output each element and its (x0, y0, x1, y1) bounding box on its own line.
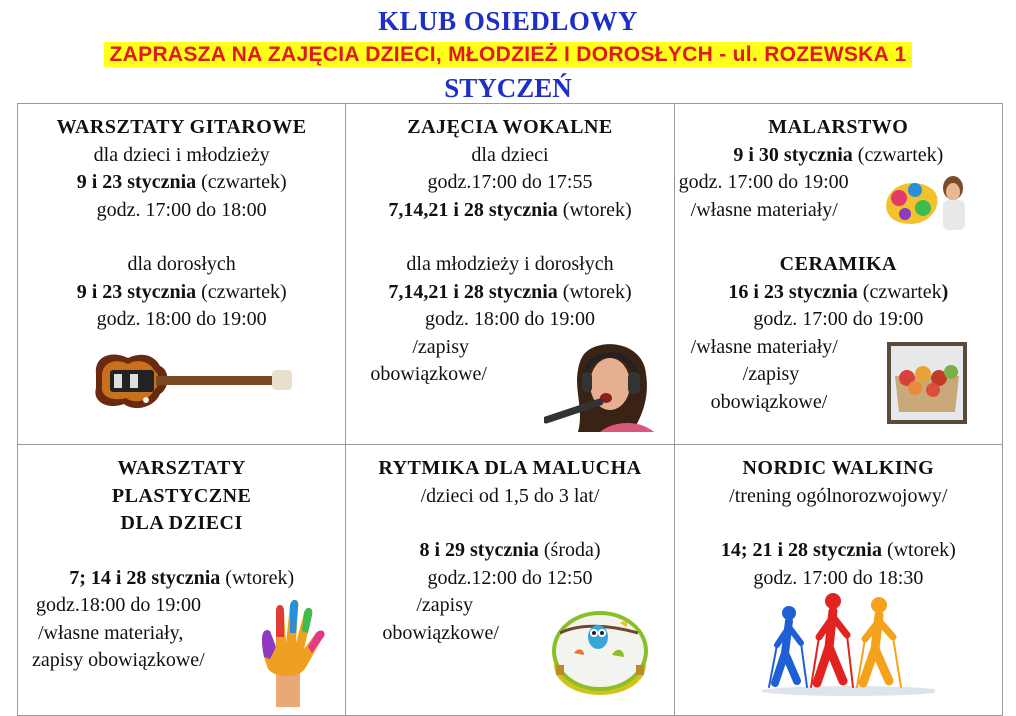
ceramics-line: godz. 17:00 do 19:00 (753, 308, 924, 330)
nordic-line: godz. 17:00 do 18:30 (753, 566, 924, 589)
rhythm-line: obowiązkowe/ (382, 621, 499, 644)
cell-rhythm (346, 445, 674, 716)
tambourine-icon (550, 603, 650, 703)
guitar-line: 9 i 23 stycznia (czwartek) (76, 280, 287, 303)
vocal-line: /zapisy (412, 335, 469, 358)
invitation-banner (0, 43, 1016, 67)
rhythm-line: godz.12:00 do 12:50 (427, 566, 593, 589)
cell-art (18, 445, 346, 716)
art-title: PLASTYCZNE (111, 484, 252, 507)
nordic-line: 14; 21 i 28 stycznia (wtorek) (720, 539, 956, 561)
vocal-line: godz.17:00 do 17:55 (427, 171, 593, 193)
schedule-table (17, 103, 1003, 716)
ceramics-icon (887, 342, 967, 424)
painter-icon (883, 170, 973, 234)
guitar-title: WARSZTATY GITAROWE (56, 116, 307, 138)
art-line: /własne materiały, (38, 621, 184, 644)
painting-line: 9 i 30 stycznia (czwartek) (733, 143, 944, 166)
guitar-line: godz. 17:00 do 18:00 (96, 198, 267, 221)
cell-vocal (346, 104, 674, 445)
painting-line: /własne materiały/ (690, 198, 838, 221)
rhythm-title: RYTMIKA DLA MALUCHA (378, 457, 642, 479)
guitar-line: dla dzieci i młodzieży (93, 143, 270, 166)
nordic-walkers-icon (755, 591, 935, 699)
ceramics-title: CERAMIKA (779, 253, 897, 275)
club-title: KLUB OSIEDLOWY (378, 6, 638, 36)
rhythm-line: 8 i 29 stycznia (środa) (419, 539, 601, 561)
vocal-title: ZAJĘCIA WOKALNE (407, 116, 613, 138)
guitar-line: 9 i 23 stycznia (czwartek) (76, 171, 287, 193)
invitation-text: ZAPRASZA NA ZAJĘCIA DZIECI, MŁODZIEŻ I DOROSŁYCH - ul. ROZEWSKA 1 (104, 42, 913, 67)
nordic-title: NORDIC WALKING (742, 457, 935, 479)
vocal-line: dla młodzieży i dorosłych (406, 253, 614, 275)
art-title: DLA DZIECI (120, 512, 243, 534)
guitar-line: godz. 18:00 do 19:00 (96, 308, 267, 330)
painting-line: godz. 17:00 do 19:00 (678, 171, 849, 193)
vocal-line: 7,14,21 i 28 stycznia (wtorek) (388, 280, 632, 303)
vocal-line: godz. 18:00 do 19:00 (424, 308, 595, 330)
ceramics-line: 16 i 23 stycznia (czwartek) (728, 280, 949, 303)
painted-hand-icon (246, 597, 328, 707)
art-line: godz.18:00 do 19:00 (36, 594, 201, 616)
month-title: STYCZEŃ (444, 73, 572, 103)
singer-icon (544, 340, 662, 432)
nordic-line: /trening ogólnorozwojowy/ (729, 484, 948, 507)
vocal-line: obowiązkowe/ (370, 363, 487, 385)
cell-nordic (674, 445, 1002, 716)
art-line: zapisy obowiązkowe/ (32, 649, 205, 671)
art-title: WARSZTATY (117, 457, 246, 479)
cell-guitar (18, 104, 346, 445)
vocal-line: dla dzieci (471, 143, 549, 166)
rhythm-line: /dzieci od 1,5 do 3 lat/ (420, 484, 600, 507)
rhythm-line: /zapisy (416, 594, 473, 616)
guitar-line: dla dorosłych (127, 253, 236, 275)
cell-painting (674, 104, 1002, 445)
ceramics-line: /zapisy (742, 363, 800, 385)
painting-title: MALARSTWO (768, 116, 909, 138)
vocal-line: 7,14,21 i 28 stycznia (wtorek) (388, 198, 632, 221)
art-line: 7; 14 i 28 stycznia (wtorek) (69, 566, 295, 589)
ceramics-line: /własne materiały/ (690, 335, 838, 358)
ceramics-line: obowiązkowe/ (710, 390, 828, 413)
guitar-icon (90, 344, 295, 416)
